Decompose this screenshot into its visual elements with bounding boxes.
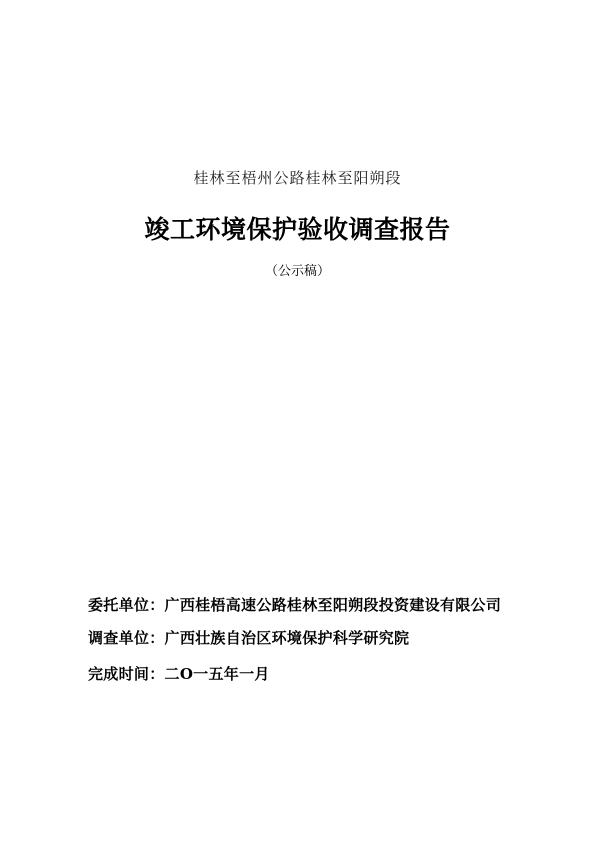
survey-unit-label: 调查单位： <box>88 629 165 647</box>
commissioning-unit-label: 委托单位： <box>88 596 165 614</box>
commissioning-unit-line <box>88 594 501 615</box>
completion-date-line <box>88 663 270 684</box>
survey-unit-line <box>88 627 409 648</box>
document-subtitle: 桂林至梧州公路桂林至阳朔段 <box>193 169 402 187</box>
survey-unit-value: 广西壮族自治区环境保护科学研究院 <box>164 629 410 647</box>
commissioning-unit-value: 广西桂梧高速公路桂林至阳朔段投资建设有限公司 <box>164 596 502 614</box>
draft-label: （公示稿） <box>264 264 330 279</box>
completion-date-value: 二O一五年一月 <box>164 665 270 683</box>
completion-date-label: 完成时间： <box>88 665 165 683</box>
document-title: 竣工环境保护验收调查报告 <box>144 215 451 244</box>
